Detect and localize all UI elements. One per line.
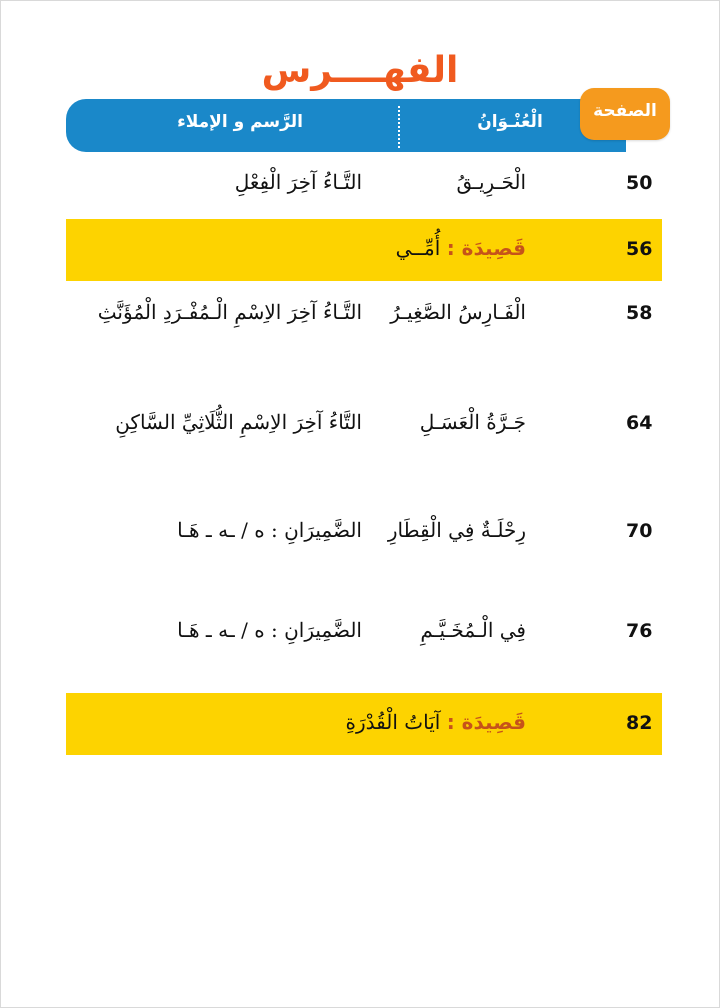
spelling-topic: الضَّمِيرَانِ : ه / ـه ـ هَـا bbox=[177, 518, 362, 542]
page-number: 58 bbox=[626, 302, 653, 324]
spelling-topic: الضَّمِيرَانِ : ه / ـه ـ هَـا bbox=[177, 618, 362, 642]
table-row-poem bbox=[66, 219, 662, 281]
table-row bbox=[66, 160, 662, 206]
header-title-column: الْعُنْـوَانُ bbox=[477, 112, 543, 132]
lesson-title: جَـرَّةُ الْعَسَـلِ bbox=[419, 410, 526, 434]
poem-label: قَصِيدَة : bbox=[446, 236, 526, 260]
table-row bbox=[66, 508, 662, 554]
lesson-title: الْفَـارِسُ الصَّغِيـرُ bbox=[390, 300, 526, 324]
header-page-label: الصفحة bbox=[593, 101, 657, 121]
lesson-title: رِحْلَـةٌ فِي الْقِطَارِ bbox=[387, 518, 526, 542]
lesson-title: الْحَـرِيـقُ bbox=[456, 170, 526, 194]
table-row bbox=[66, 400, 662, 446]
poem-entry bbox=[396, 236, 526, 260]
lesson-title: فِي الْـمُخَـيَّـمِ bbox=[420, 618, 526, 642]
page-number: 64 bbox=[626, 412, 653, 434]
table-row bbox=[66, 608, 662, 654]
poem-title: آيَاتُ الْقُدْرَةِ bbox=[345, 710, 441, 734]
poem-entry bbox=[346, 710, 526, 734]
header-divider bbox=[398, 106, 400, 148]
poem-label: قَصِيدَة : bbox=[446, 710, 526, 734]
page-number: 70 bbox=[626, 520, 653, 542]
page-number: 56 bbox=[626, 238, 653, 260]
poem-title: أُمِّــي bbox=[395, 236, 441, 260]
header-spelling-column: الرَّسم و الإملاء bbox=[177, 112, 303, 132]
table-row-poem bbox=[66, 693, 662, 755]
spelling-topic: التَّـاءُ آخِرَ الْفِعْلِ bbox=[234, 170, 362, 194]
page-number: 76 bbox=[626, 620, 653, 642]
page-title: الفهــــرس bbox=[261, 50, 459, 91]
page-number: 82 bbox=[626, 712, 653, 734]
spelling-topic: التَّاءُ آخِرَ الاِسْمِ الثُّلَاثِيِّ السَّاكِنِ bbox=[115, 410, 362, 434]
spelling-topic: التَّـاءُ آخِرَ الاِسْمِ الْـمُفْـرَدِ الْمُؤَنَّثِ bbox=[97, 300, 362, 324]
table-row bbox=[66, 290, 662, 336]
page-number: 50 bbox=[626, 172, 653, 194]
